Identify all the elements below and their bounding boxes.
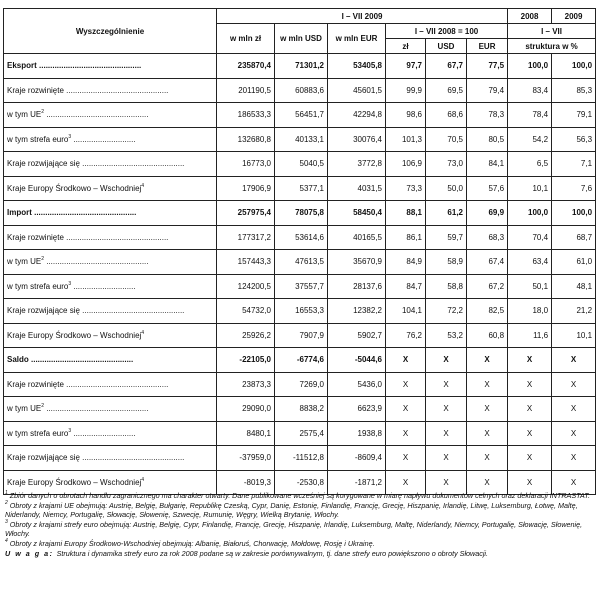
row-label (4, 274, 217, 299)
cell: 6623,9 (328, 397, 386, 422)
cell: 177317,2 (217, 225, 275, 250)
cell: 10,1 (552, 323, 596, 348)
cell: X (386, 470, 426, 495)
row-label-text: w tym UE (7, 257, 42, 267)
cell: 88,1 (386, 201, 426, 226)
cell: 50,0 (426, 176, 467, 201)
cell: -37959,0 (217, 446, 275, 471)
row-label-text: Kraje rozwinięte (7, 379, 64, 389)
cell: 21,2 (552, 299, 596, 324)
cell: 56,3 (552, 127, 596, 152)
header-struct-label: struktura w % (508, 39, 596, 54)
cell: X (426, 397, 467, 422)
cell: 124200,5 (217, 274, 275, 299)
row-label-text: w tym strefa euro (7, 281, 69, 291)
table-row (4, 225, 596, 250)
row-label (4, 225, 217, 250)
footnote-text: Obroty z krajami UE obejmują: Austrię, Belgię, Bułgarię, Republikę Czeską, Cypr, Danię, Estonię, Finlandię, Francję, Grecję, Hiszpanię, Irlandię, Litwę, Luksemburg, Łotwę, Maltę, Niderlandy, Niemcy, Portugalię, Słowację, Słowenię, Szwecję, Rumunię, Węgry, Wielką Brytanię, Włochy. (5, 500, 578, 520)
footnote-ref: 2 (41, 403, 45, 410)
cell: X (508, 421, 552, 446)
header-year-2009: 2009 (552, 9, 596, 24)
cell: 84,9 (386, 250, 426, 275)
cell: 59,7 (426, 225, 467, 250)
header-dyn-usd: USD (426, 39, 467, 54)
header-dynamics: I – VII 2008 = 100 (386, 24, 508, 39)
header-dyn-zl: zł (386, 39, 426, 54)
cell: X (467, 421, 508, 446)
leader-dots: .............................................. (63, 85, 169, 95)
cell: X (467, 470, 508, 495)
cell: 7907,9 (275, 323, 328, 348)
cell: 100,0 (508, 54, 552, 79)
cell: 53614,6 (275, 225, 328, 250)
footnote-mark: 2 (5, 499, 8, 506)
cell: 78075,8 (275, 201, 328, 226)
cell: X (386, 372, 426, 397)
cell: 12382,2 (328, 299, 386, 324)
footnote-text: Obroty z krajami strefy euro obejmują: Austrię, Belgię, Cypr, Finlandię, Francję, Grecję, Hiszpanię, Irlandię, Luksemburg, Maltę, Niderlandy, Niemcy, Portugalię, Słowację, Słowenię, Włochy. (5, 519, 583, 539)
cell: 25926,2 (217, 323, 275, 348)
footnotes (5, 491, 595, 559)
row-label-text: Kraje Europy Środkowo – Wschodniej (7, 183, 142, 193)
cell: 101,3 (386, 127, 426, 152)
cell: -8609,4 (328, 446, 386, 471)
cell: 70,5 (426, 127, 467, 152)
table-row (4, 176, 596, 201)
leader-dots: .............................................. (31, 208, 137, 218)
cell: 17906,9 (217, 176, 275, 201)
cell: X (386, 421, 426, 446)
row-label (4, 78, 217, 103)
cell: X (508, 397, 552, 422)
uwaga-note (5, 549, 595, 558)
cell: X (386, 397, 426, 422)
cell: 47613,5 (275, 250, 328, 275)
cell: 53405,8 (328, 54, 386, 79)
cell: 53,2 (426, 323, 467, 348)
cell: 186533,3 (217, 103, 275, 128)
cell: 40133,1 (275, 127, 328, 152)
cell: 77,5 (467, 54, 508, 79)
cell: 100,0 (552, 54, 596, 79)
leader-dots: .............................................. (79, 453, 185, 463)
cell: 82,5 (467, 299, 508, 324)
row-label-text: w tym UE (7, 110, 42, 120)
cell: 54,2 (508, 127, 552, 152)
footnote-ref: 3 (68, 427, 72, 434)
cell: X (552, 470, 596, 495)
cell: X (426, 470, 467, 495)
table-row (4, 54, 596, 79)
cell: 35670,9 (328, 250, 386, 275)
cell: -8019,3 (217, 470, 275, 495)
trade-table (3, 8, 596, 495)
cell: 60,8 (467, 323, 508, 348)
cell: X (508, 470, 552, 495)
footnote-ref: 4 (141, 329, 145, 336)
cell: 58,8 (426, 274, 467, 299)
cell: 60883,6 (275, 78, 328, 103)
footnote-mark: 4 (5, 537, 8, 544)
row-label (4, 176, 217, 201)
cell: 8838,2 (275, 397, 328, 422)
row-label-text: Kraje rozwijające się (7, 159, 80, 169)
row-label-text: Import (7, 208, 32, 218)
cell: X (552, 348, 596, 373)
row-label-text: Saldo (7, 355, 29, 365)
cell: X (508, 348, 552, 373)
table-row (4, 323, 596, 348)
cell: 7,6 (552, 176, 596, 201)
table-row (4, 372, 596, 397)
cell: 68,7 (552, 225, 596, 250)
row-label (4, 446, 217, 471)
cell: X (426, 372, 467, 397)
cell: 78,4 (508, 103, 552, 128)
row-label (4, 127, 217, 152)
cell: 5040,5 (275, 152, 328, 177)
leader-dots: .............................................. (63, 379, 169, 389)
cell: 28137,6 (328, 274, 386, 299)
cell: X (552, 446, 596, 471)
cell: 104,1 (386, 299, 426, 324)
footnote-mark: 1 (5, 490, 8, 496)
leader-dots: .............................................. (44, 110, 149, 120)
cell: 98,6 (386, 103, 426, 128)
cell: 84,1 (467, 152, 508, 177)
cell: 40165,5 (328, 225, 386, 250)
table-row (4, 348, 596, 373)
cell: -1871,2 (328, 470, 386, 495)
row-label-text: Kraje rozwijające się (7, 306, 80, 316)
table-row (4, 397, 596, 422)
table-row (4, 446, 596, 471)
cell: 5377,1 (275, 176, 328, 201)
cell: 85,3 (552, 78, 596, 103)
cell: 5436,0 (328, 372, 386, 397)
cell: 70,4 (508, 225, 552, 250)
cell: 67,7 (426, 54, 467, 79)
row-label-text: w tym strefa euro (7, 428, 69, 438)
table-row (4, 78, 596, 103)
row-label (4, 54, 217, 79)
row-label-text: w tym UE (7, 404, 42, 414)
leader-dots: ............................ (71, 428, 136, 438)
cell: X (426, 421, 467, 446)
footnote-ref: 3 (68, 133, 72, 140)
cell: 78,3 (467, 103, 508, 128)
footnote-ref: 2 (41, 256, 45, 263)
cell: 8480,1 (217, 421, 275, 446)
row-label-text: Eksport (7, 61, 37, 71)
header-wyszczegolnienie: Wyszczególnienie (4, 9, 217, 54)
cell: 84,7 (386, 274, 426, 299)
cell: 73,3 (386, 176, 426, 201)
cell: 72,2 (426, 299, 467, 324)
footnote (5, 520, 595, 539)
cell: 86,1 (386, 225, 426, 250)
leader-dots: .............................................. (63, 232, 169, 242)
table-row (4, 299, 596, 324)
footnote-ref: 4 (141, 182, 145, 189)
cell: 2575,4 (275, 421, 328, 446)
leader-dots: .............................................. (79, 306, 185, 316)
header-mln-zl: w mln zł (217, 24, 275, 54)
cell: X (467, 397, 508, 422)
cell: X (508, 446, 552, 471)
header-mln-eur: w mln EUR (328, 24, 386, 54)
row-label (4, 250, 217, 275)
table-row (4, 201, 596, 226)
cell: 100,0 (552, 201, 596, 226)
cell: -11512,8 (275, 446, 328, 471)
footnote-ref: 2 (41, 109, 45, 116)
leader-dots: ............................ (71, 281, 136, 291)
cell: 1938,8 (328, 421, 386, 446)
header-period-struct: I – VII (508, 24, 596, 39)
cell: 29090,0 (217, 397, 275, 422)
cell: 6,5 (508, 152, 552, 177)
cell: 257975,4 (217, 201, 275, 226)
cell: 201190,5 (217, 78, 275, 103)
cell: -5044,6 (328, 348, 386, 373)
row-label (4, 372, 217, 397)
header-mln-usd: w mln USD (275, 24, 328, 54)
cell: 3772,8 (328, 152, 386, 177)
footnote (5, 491, 595, 500)
cell: 67,2 (467, 274, 508, 299)
cell: 54732,0 (217, 299, 275, 324)
cell: 68,6 (426, 103, 467, 128)
row-label-text: Kraje rozwinięte (7, 232, 64, 242)
cell: 157443,3 (217, 250, 275, 275)
cell: 16553,3 (275, 299, 328, 324)
cell: 45601,5 (328, 78, 386, 103)
cell: 30076,4 (328, 127, 386, 152)
row-label-text: w tym strefa euro (7, 134, 69, 144)
cell: -6774,6 (275, 348, 328, 373)
cell: 37557,7 (275, 274, 328, 299)
cell: 73,0 (426, 152, 467, 177)
cell: 58450,4 (328, 201, 386, 226)
row-label (4, 152, 217, 177)
cell: 18,0 (508, 299, 552, 324)
cell: X (426, 446, 467, 471)
leader-dots: .............................................. (44, 404, 149, 414)
header-dyn-eur: EUR (467, 39, 508, 54)
cell: 7,1 (552, 152, 596, 177)
uwaga-text: Struktura i dynamika strefy euro za rok 2008 podane są w zakresie porównywalnym, tj. dane strefy euro powiększono o obroty Słowacji. (56, 548, 489, 558)
table-row (4, 274, 596, 299)
row-label (4, 201, 217, 226)
footnote-mark: 3 (5, 518, 8, 525)
cell: 76,2 (386, 323, 426, 348)
row-label (4, 103, 217, 128)
cell: 69,5 (426, 78, 467, 103)
cell: 106,9 (386, 152, 426, 177)
cell: 11,6 (508, 323, 552, 348)
cell: 80,5 (467, 127, 508, 152)
cell: 57,6 (467, 176, 508, 201)
row-label-text: Kraje rozwijające się (7, 453, 80, 463)
cell: 67,4 (467, 250, 508, 275)
cell: 5902,7 (328, 323, 386, 348)
cell: 48,1 (552, 274, 596, 299)
cell: 4031,5 (328, 176, 386, 201)
cell: X (552, 421, 596, 446)
cell: X (508, 372, 552, 397)
uwaga-label: U w a g a: (5, 548, 54, 558)
footnote-text: Obroty z krajami Europy Środkowo-Wschodniej obejmują: Albanię, Białoruś, Chorwację, Mołdowę, Rosję i Ukrainę. (9, 538, 375, 548)
cell: 100,0 (508, 201, 552, 226)
cell: 61,2 (426, 201, 467, 226)
leader-dots: .............................................. (79, 159, 185, 169)
cell: 69,9 (467, 201, 508, 226)
row-label-text: Kraje Europy Środkowo – Wschodniej (7, 330, 142, 340)
cell: -2530,8 (275, 470, 328, 495)
footnote-ref: 4 (141, 476, 145, 483)
footnote (5, 501, 595, 520)
row-label-text: Kraje rozwinięte (7, 85, 64, 95)
row-label (4, 299, 217, 324)
cell: 16773,0 (217, 152, 275, 177)
table-row (4, 152, 596, 177)
cell: X (426, 348, 467, 373)
cell: 7269,0 (275, 372, 328, 397)
cell: 97,7 (386, 54, 426, 79)
header-period-main: I – VII 2009 (217, 9, 508, 24)
cell: 99,9 (386, 78, 426, 103)
cell: X (386, 446, 426, 471)
cell: X (467, 348, 508, 373)
leader-dots: .............................................. (28, 355, 134, 365)
cell: 68,3 (467, 225, 508, 250)
row-label (4, 421, 217, 446)
cell: 42294,8 (328, 103, 386, 128)
leader-dots: ............................ (71, 134, 136, 144)
cell: 61,0 (552, 250, 596, 275)
cell: X (467, 372, 508, 397)
row-label (4, 348, 217, 373)
table-body (4, 54, 596, 495)
cell: 50,1 (508, 274, 552, 299)
footnote-ref: 3 (68, 280, 72, 287)
cell: 83,4 (508, 78, 552, 103)
cell: 235870,4 (217, 54, 275, 79)
cell: X (386, 348, 426, 373)
leader-dots: .............................................. (44, 257, 149, 267)
row-label (4, 323, 217, 348)
cell: 71301,2 (275, 54, 328, 79)
cell: 63,4 (508, 250, 552, 275)
row-label-text: Kraje Europy Środkowo – Wschodniej (7, 477, 142, 487)
leader-dots: .............................................. (36, 61, 142, 71)
footnote (5, 539, 595, 548)
cell: 23873,3 (217, 372, 275, 397)
table-row (4, 421, 596, 446)
cell: X (467, 446, 508, 471)
cell: 58,9 (426, 250, 467, 275)
cell: 79,4 (467, 78, 508, 103)
table-row (4, 250, 596, 275)
cell: 132680,8 (217, 127, 275, 152)
table-row (4, 127, 596, 152)
header-year-2008: 2008 (508, 9, 552, 24)
table-row (4, 103, 596, 128)
cell: 79,1 (552, 103, 596, 128)
footnote-text: Zbiór danych o obrotach handlu zagranicznego ma charakter otwarty. Dane publikowane wcześniej są korygowane w miarę napływu dokumentów celnych oraz deklaracji INTRASTAT. (9, 491, 590, 500)
cell: -22105,0 (217, 348, 275, 373)
cell: X (552, 372, 596, 397)
cell: X (552, 397, 596, 422)
row-label (4, 397, 217, 422)
cell: 56451,7 (275, 103, 328, 128)
cell: 10,1 (508, 176, 552, 201)
